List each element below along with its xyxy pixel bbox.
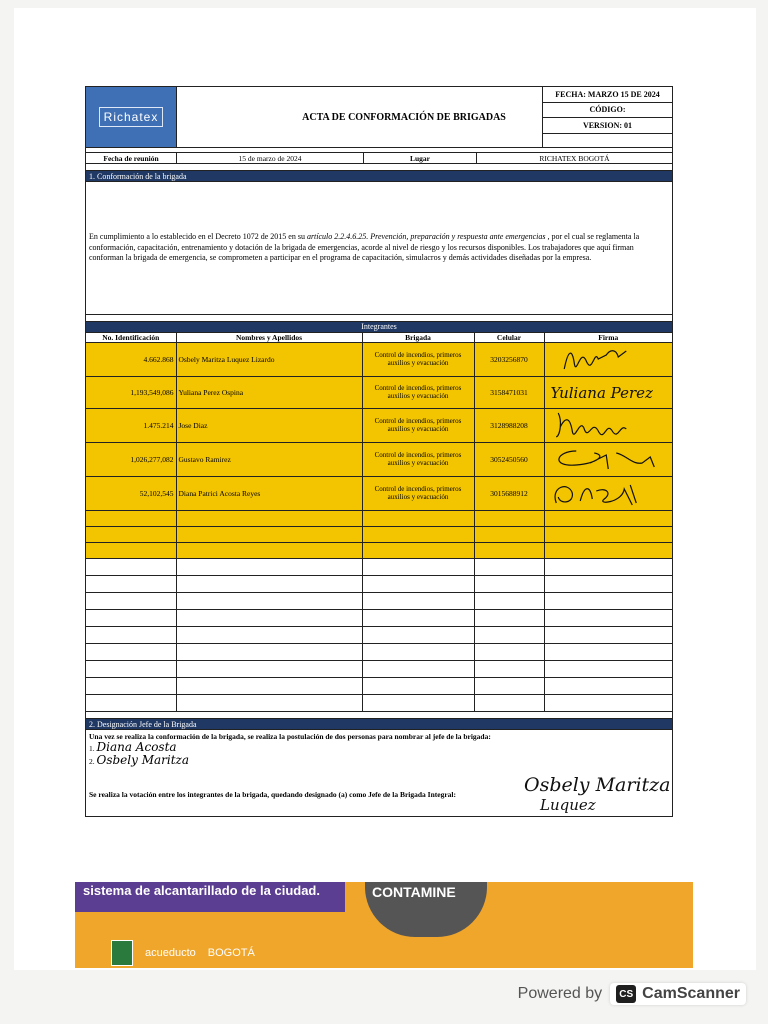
table-row [86, 644, 672, 661]
company-logo [86, 87, 177, 147]
cell-signature [544, 377, 672, 409]
meeting-info-row [86, 153, 672, 164]
candidate-2 [89, 754, 669, 767]
cell-id: 1.475.214 [86, 409, 176, 443]
members-table-title: Integrantes [86, 321, 672, 333]
candidate-2-num: 2. [89, 757, 95, 766]
cell-name: Yuliana Perez Ospina [176, 377, 362, 409]
meta-blank [543, 134, 672, 149]
col-header-brigada: Brigada [362, 333, 474, 343]
fecha-value: 15 de marzo de 2024 [177, 153, 364, 163]
lugar-label: Lugar [364, 153, 477, 163]
signature-drawing [545, 443, 673, 474]
signature-text: Yuliana Perez [550, 383, 653, 402]
acueducto-logo: acueducto [145, 947, 196, 959]
table-row [86, 343, 672, 377]
cell-brigada: Control de incendios, primeros auxilios y evacuación [362, 343, 474, 377]
fecha-label: Fecha de reunión [86, 153, 177, 163]
signature-drawing [545, 477, 673, 508]
candidate-2-name: Osbely Maritza [96, 753, 190, 767]
para-post: , por el cual se reglamenta la conformación, capacitación, entrenamiento y dotación de la brigada de emergencias, acorde al nivel de riesgo y los recursos disponibles. Los trabajadores que aquí firman conforman la brigada de emergencia, se comprometen a participar en el programa de capacitación, simulacros y demás actividades diseñadas por la empresa. [89, 232, 640, 263]
table-row [86, 527, 672, 543]
jefe-name-line2: Luquez [540, 796, 596, 814]
cell-id: 1,026,277,082 [86, 443, 176, 477]
col-header-name: Nombres y Apellidos [176, 333, 362, 343]
signature-drawing [545, 409, 673, 440]
table-row [86, 593, 672, 610]
cell-signature [544, 443, 672, 477]
vote-statement: Se realiza la votación entre los integrantes de la brigada, quedando designado (a) como Jefe de la Brigada Integral: [89, 790, 456, 799]
section1-title: 1. Conformación de la brigada [86, 170, 672, 182]
para-pre: En cumplimiento a lo establecido en el Decreto 1072 de 2015 en su [89, 232, 307, 242]
bogota-logo: BOGOTÁ [207, 947, 255, 959]
table-row [86, 695, 672, 712]
logo-text: Richatex [99, 107, 164, 127]
meta-fecha: FECHA: MARZO 15 DE 2024 [543, 87, 672, 103]
form-meta [542, 87, 672, 147]
table-row [86, 627, 672, 644]
table-row [86, 661, 672, 678]
scan-background-banner [75, 882, 693, 968]
cell-signature [544, 477, 672, 511]
table-row [86, 610, 672, 627]
table-header-row [86, 333, 672, 343]
candidate-1-num: 1. [89, 744, 95, 753]
camscanner-text: CamScanner [642, 985, 740, 1002]
cell-cel: 3128988208 [474, 409, 544, 443]
form-title: ACTA DE CONFORMACIÓN DE BRIGADAS [302, 111, 506, 123]
table-row [86, 559, 672, 576]
cell-signature [544, 343, 672, 377]
banner-contamine: CONTAMINE [372, 884, 456, 900]
cell-name: Osbely Maritza Luquez Lizardo [176, 343, 362, 377]
col-header-firma: Firma [544, 333, 672, 343]
camscanner-icon: CS [616, 985, 636, 1003]
cell-brigada: Control de incendios, primeros auxilios y evacuación [362, 477, 474, 511]
candidate-1-name: Diana Acosta [96, 740, 177, 754]
banner-logos [111, 940, 255, 966]
table-row [86, 477, 672, 511]
camscanner-logo [610, 983, 746, 1005]
cell-name: Jose Diaz [176, 409, 362, 443]
camscanner-watermark [518, 983, 746, 1005]
form-header [86, 87, 672, 148]
powered-by-text: Powered by [517, 985, 603, 1002]
lugar-value: RICHATEX BOGOTÁ [539, 153, 610, 163]
cell-cel: 3015688912 [474, 477, 544, 511]
table-row [86, 511, 672, 527]
banner-text: sistema de alcantarillado de la ciudad. [75, 882, 345, 912]
meta-codigo: CÓDIGO: [543, 103, 672, 119]
cell-name: Gustavo Ramirez [176, 443, 362, 477]
cell-brigada: Control de incendios, primeros auxilios y evacuación [362, 443, 474, 477]
section2-title: 2. Designación Jefe de la Brigada [86, 718, 672, 730]
cell-signature [544, 409, 672, 443]
section2-intro: Una vez se realiza la conformación de la brigada, se realiza la postulación de dos personas para nombrar al jefe de la brigada: [89, 732, 491, 741]
table-row [86, 377, 672, 409]
signature-drawing [545, 343, 673, 374]
table-row [86, 409, 672, 443]
cell-cel: 3052450560 [474, 443, 544, 477]
cell-brigada: Control de incendios, primeros auxilios y evacuación [362, 409, 474, 443]
cell-id: 52,102,545 [86, 477, 176, 511]
cell-cel: 3203256870 [474, 343, 544, 377]
bogota-badge-icon [111, 940, 133, 966]
cell-name: Diana Patrici Acosta Reyes [176, 477, 362, 511]
brigade-form [85, 86, 673, 817]
table-row [86, 443, 672, 477]
cell-id: 4.662.868 [86, 343, 176, 377]
cell-cel: 3158471031 [474, 377, 544, 409]
jefe-name-line1: Osbely Maritza [524, 774, 671, 796]
col-header-cel: Celular [474, 333, 544, 343]
cell-id: 1,193,549,086 [86, 377, 176, 409]
section2-body [86, 730, 672, 816]
members-table [86, 333, 672, 712]
para-italic: artículo 2.2.4.6.25. Prevención, preparación y respuesta ante emergencias [306, 232, 546, 242]
table-row [86, 543, 672, 559]
section1-paragraph [86, 182, 672, 315]
table-row [86, 678, 672, 695]
cell-brigada: Control de incendios, primeros auxilios y evacuación [362, 377, 474, 409]
table-row [86, 576, 672, 593]
meta-version: VERSION: 01 [543, 118, 672, 134]
col-header-id: No. Identificación [86, 333, 176, 343]
